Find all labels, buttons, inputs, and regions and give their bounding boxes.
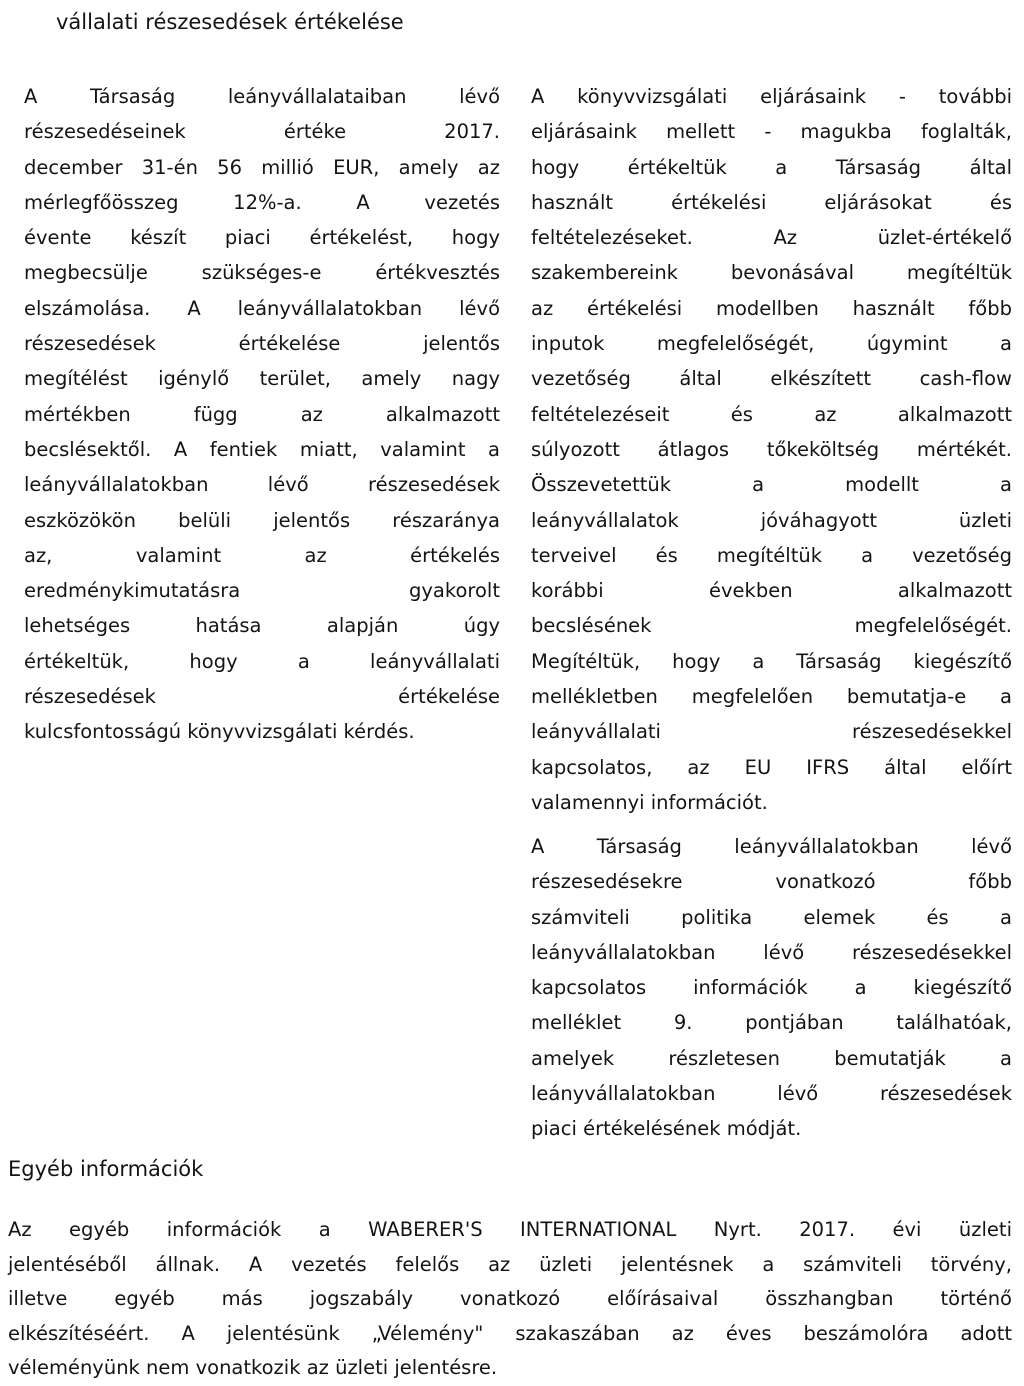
text-line-last: kulcsfontosságú könyvvizsgálati kérdés. [24,720,415,744]
accounting-policy-text [531,829,1012,1147]
text-line: feltételezéseket. Az üzlet-értékelő [531,226,1012,250]
text-line-last: piaci értékelésének módját. [531,1117,802,1141]
text-line: megbecsülje szükséges-e értékvesztés [24,261,500,285]
text-line: terveivel és megítéltük a vezetőség [531,543,1012,567]
key-matter-description [24,79,500,750]
text-line-last: véleményünk nem vonatkozik az üzleti jelentésre. [8,1356,498,1380]
text-line: évente készít piaci értékelést, hogy [24,226,500,250]
text-line: leányvállalatokban lévő részesedésekkel [531,940,1012,964]
text-line: kapcsolatos információk a kiegészítő [531,976,1012,1000]
other-information-paragraph [8,1213,1012,1386]
text-line: eljárásaink mellett - magukba foglalták, [531,120,1012,144]
text-line: A könyvvizsgálati eljárásaink - további [531,85,1012,108]
text-line: melléklet 9. pontjában találhatóak, [531,1011,1012,1035]
text-line: az, valamint az értékelés [24,543,500,567]
text-line: részesedésekre vonatkozó főbb [531,870,1012,894]
text-line: leányvállalatokban lévő részesedések [24,473,500,497]
text-line: A Társaság leányvállalatokban lévő [531,835,1012,858]
text-line: részesedések értékelése jelentős [24,332,500,356]
text-line: leányvállalati részesedésekkel [531,720,1012,744]
text-line: korábbi években alkalmazott [531,579,1012,603]
section-heading-other-information: Egyéb információk [8,1157,204,1181]
text-line: eredménykimutatásra gyakorolt [24,579,500,603]
text-line: feltételezéseit és az alkalmazott [531,402,1012,426]
text-line: A Társaság leányvállalataiban lévő [24,85,500,108]
text-line: értékeltük, hogy a leányvállalati [24,649,500,673]
text-line: december 31-én 56 millió EUR, amely az [24,155,500,179]
text-line: kapcsolatos, az EU IFRS által előírt [531,755,1012,779]
text-line: használt értékelési eljárásokat és [531,190,1012,214]
text-line: számviteli politika elemek és a [531,905,1012,929]
text-line: amelyek részletesen bemutatják a [531,1046,1012,1070]
text-line: Összevetettük a modellt a [531,473,1012,497]
audit-procedures-text [531,79,1012,820]
page-header-title: vállalati részesedések értékelése [56,10,404,34]
text-line: mellékletben megfelelően bemutatja-e a [531,685,1012,709]
text-line: leányvállalatokban lévő részesedések [531,1082,1012,1106]
text-line: leányvállalatok jóváhagyott üzleti [531,508,1012,532]
text-line: mérlegfőösszeg 12%-a. A vezetés [24,190,500,214]
text-line: becslésének megfelelőségét. [531,614,1012,638]
text-line: elkészítéséért. A jelentésünk „Vélemény" szakaszában az éves beszámolóra adott [8,1321,1012,1345]
text-line: eszközökön belüli jelentős részaránya [24,508,500,532]
text-line: Az egyéb információk a WABERER'S INTERNATIONAL Nyrt. 2017. évi üzleti [8,1218,1012,1241]
text-line: súlyozott átlagos tőkeköltség mértékét. [531,437,1012,461]
text-line: becslésektől. A fentiek miatt, valamint a [24,437,500,461]
text-line: jelentéséből állnak. A vezetés felelős az üzleti jelentésnek a számviteli törvény, [8,1252,1012,1276]
text-line: vezetőség által elkészített cash-flow [531,367,1012,391]
text-line: illetve egyéb más jogszabály vonatkozó előírásaival összhangban történő [8,1287,1012,1311]
text-line-last: valamennyi információt. [531,790,768,814]
text-line: az értékelési modellben használt főbb [531,296,1012,320]
text-line: hogy értékeltük a Társaság által [531,155,1012,179]
text-line: megítélést igénylő terület, amely nagy [24,367,500,391]
text-line: szakembereink bevonásával megítéltük [531,261,1012,285]
text-line: Megítéltük, hogy a Társaság kiegészítő [531,649,1012,673]
text-line: lehetséges hatása alapján úgy [24,614,500,638]
text-line: inputok megfelelőségét, úgymint a [531,332,1012,356]
text-line: elszámolása. A leányvállalatokban lévő [24,296,500,320]
text-line: részesedések értékelése [24,685,500,709]
text-line: mértékben függ az alkalmazott [24,402,500,426]
text-line: részesedéseinek értéke 2017. [24,120,500,144]
